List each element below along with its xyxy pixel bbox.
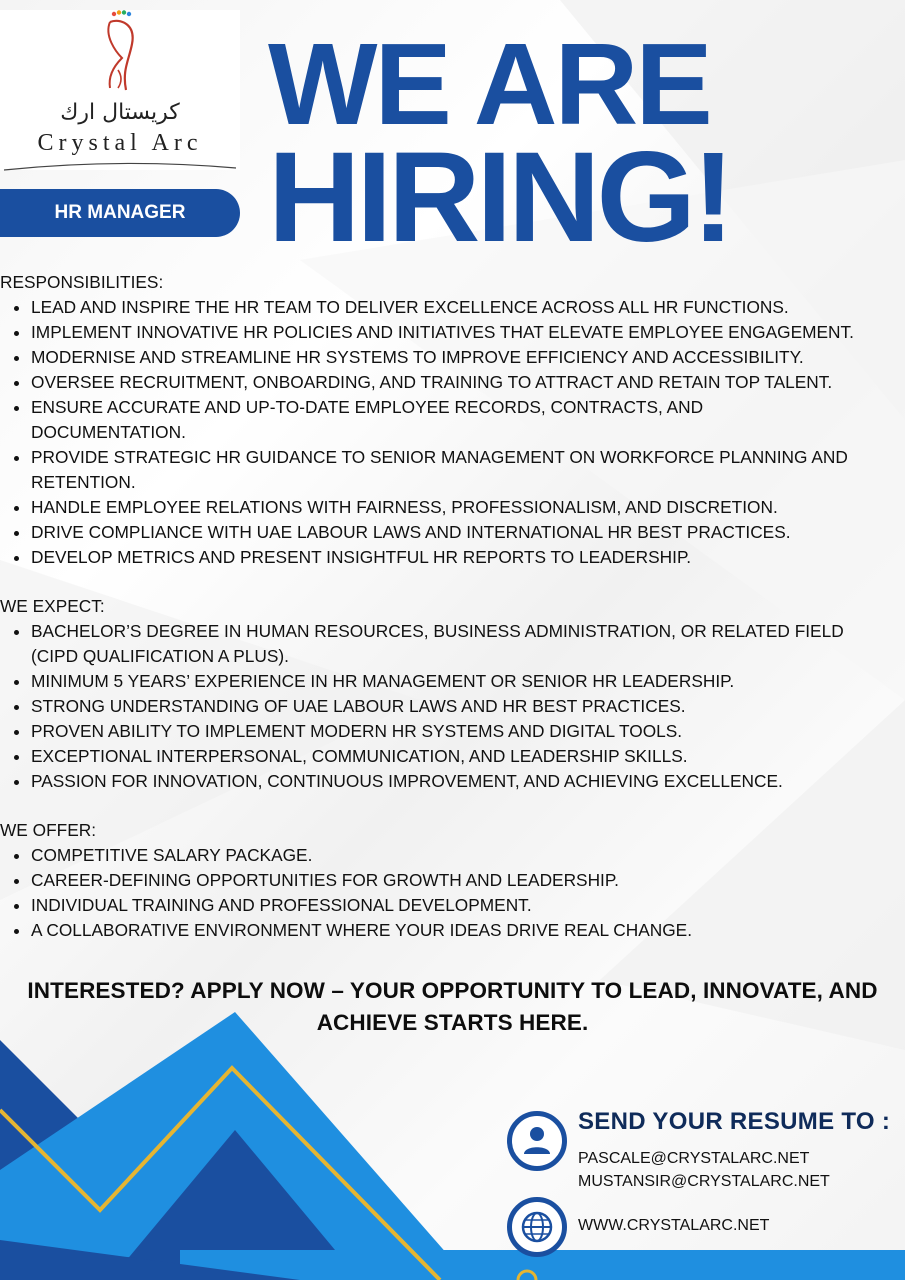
list-item: • MINIMUM 5 YEARS’ EXPERIENCE IN HR MANAGEMENT OR SENIOR HR LEADERSHIP.	[31, 669, 890, 694]
logo-arabic-text: كريستال ارك	[60, 100, 180, 125]
list-item: • BACHELOR’S DEGREE IN HUMAN RESOURCES, BUSINESS ADMINISTRATION, OR RELATED FIELD (CIPD QUALIFICATION A PLUS).	[31, 619, 890, 669]
list-item: • PROVIDE STRATEGIC HR GUIDANCE TO SENIOR MANAGEMENT ON WORKFORCE PLANNING AND RETENTION.	[31, 445, 890, 495]
globe-icon	[507, 1197, 567, 1257]
section-title: RESPONSIBILITIES:	[0, 272, 164, 292]
email-link-1[interactable]: PASCALE@CRYSTALARC.NET	[578, 1150, 810, 1167]
call-to-action: INTERESTED? APPLY NOW – YOUR OPPORTUNITY TO LEAD, INNOVATE, AND ACHIEVE STARTS HERE.	[27, 978, 878, 1035]
list-item: • DRIVE COMPLIANCE WITH UAE LABOUR LAWS AND INTERNATIONAL HR BEST PRACTICES.	[31, 520, 890, 545]
headline	[268, 19, 731, 269]
decorative-triangles	[0, 1000, 905, 1280]
list-item: • OVERSEE RECRUITMENT, ONBOARDING, AND TRAINING TO ATTRACT AND RETAIN TOP TALENT.	[31, 370, 890, 395]
responsibilities-section	[0, 270, 890, 570]
section-title: WE EXPECT:	[0, 596, 105, 616]
responsibilities-list	[0, 295, 890, 570]
list-item: • STRONG UNDERSTANDING OF UAE LABOUR LAWS AND HR BEST PRACTICES.	[31, 694, 890, 719]
list-item: • A COLLABORATIVE ENVIRONMENT WHERE YOUR IDEAS DRIVE REAL CHANGE.	[31, 918, 890, 943]
email-link-2[interactable]: MUSTANSIR@CRYSTALARC.NET	[578, 1173, 830, 1190]
logo-latin-text: Crystal Arc	[37, 130, 203, 156]
company-logo	[0, 10, 240, 170]
list-item: • MODERNISE AND STREAMLINE HR SYSTEMS TO IMPROVE EFFICIENCY AND ACCESSIBILITY.	[31, 345, 890, 370]
list-item: • PROVEN ABILITY TO IMPLEMENT MODERN HR SYSTEMS AND DIGITAL TOOLS.	[31, 719, 890, 744]
list-item: • DEVELOP METRICS AND PRESENT INSIGHTFUL HR REPORTS TO LEADERSHIP.	[31, 545, 890, 570]
logo-swoosh	[0, 160, 240, 172]
list-item: • ENSURE ACCURATE AND UP-TO-DATE EMPLOYEE RECORDS, CONTRACTS, AND DOCUMENTATION.	[31, 395, 890, 445]
list-item: • LEAD AND INSPIRE THE HR TEAM TO DELIVER EXCELLENCE ACROSS ALL HR FUNCTIONS.	[31, 295, 890, 320]
expectations-section	[0, 594, 890, 794]
job-title-badge: HR MANAGER	[0, 189, 240, 237]
website-link[interactable]: WWW.CRYSTALARC.NET	[578, 1217, 770, 1234]
list-item: • INDIVIDUAL TRAINING AND PROFESSIONAL DEVELOPMENT.	[31, 893, 890, 918]
list-item: • HANDLE EMPLOYEE RELATIONS WITH FAIRNESS, PROFESSIONALISM, AND DISCRETION.	[31, 495, 890, 520]
headline-line-2: HIRING!	[268, 126, 731, 269]
list-item: • IMPLEMENT INNOVATIVE HR POLICIES AND INITIATIVES THAT ELEVATE EMPLOYEE ENGAGEMENT.	[31, 320, 890, 345]
headline-line-1: WE ARE	[268, 19, 710, 149]
job-details	[0, 270, 890, 967]
list-item: • CAREER-DEFINING OPPORTUNITIES FOR GROWTH AND LEADERSHIP.	[31, 868, 890, 893]
contact-heading: SEND YOUR RESUME TO :	[578, 1108, 891, 1135]
offer-list	[0, 843, 890, 943]
person-icon	[507, 1111, 567, 1171]
expectations-list	[0, 619, 890, 794]
logo-figure-icon	[96, 10, 146, 100]
section-title: WE OFFER:	[0, 820, 97, 840]
list-item: • PASSION FOR INNOVATION, CONTINUOUS IMPROVEMENT, AND ACHIEVING EXCELLENCE.	[31, 769, 890, 794]
offer-section	[0, 818, 890, 943]
list-item: • COMPETITIVE SALARY PACKAGE.	[31, 843, 890, 868]
list-item: • EXCEPTIONAL INTERPERSONAL, COMMUNICATION, AND LEADERSHIP SKILLS.	[31, 744, 890, 769]
